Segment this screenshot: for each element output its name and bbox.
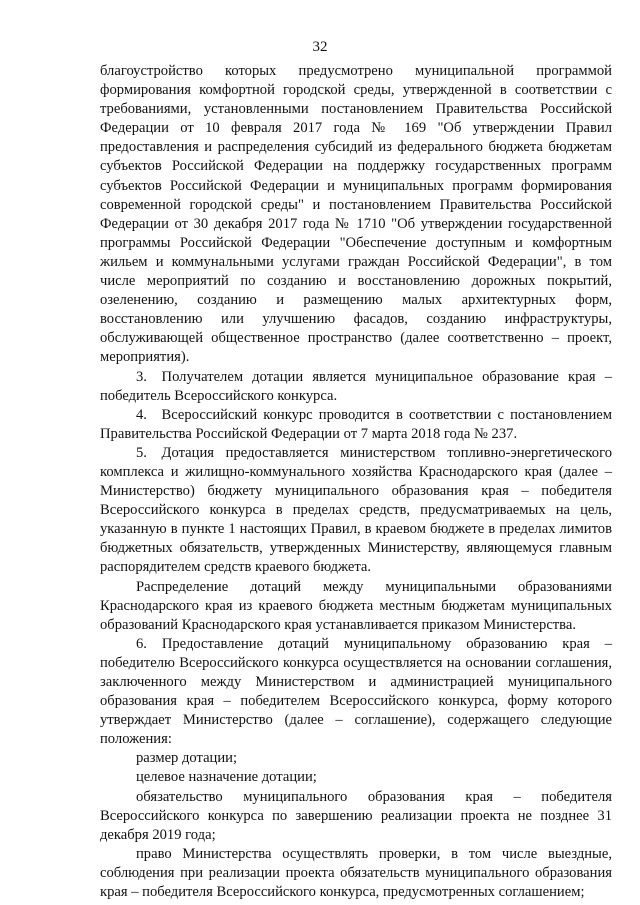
paragraph-10: право Министерства осуществлять проверки, в том числе выездные, соблюдения при реализации проекта обязательств муниципального образования края – победителя Всероссийского конкурса, предусмотренных соглашением; [100, 845, 612, 901]
paragraph-2: 3. Получателем дотации является муниципальное образование края – победитель Всероссийского конкурса. [100, 368, 612, 404]
paragraph-4: 5. Дотация предоставляется министерством топливно-энергетического комплекса и жилищно-коммунального хозяйства Краснодарского края (далее – Министерство) бюджету муниципального образования края – победителя Всероссийского конкурса в пределах средств, предусматриваемых на цель, указанную в пункте 1 настоящих Правил, в краевом бюджете в пределах лимитов бюджетных обязательств, утвержденных Министерству, являющемуся главным распорядителем средств краевого бюджета. [100, 444, 612, 576]
page-number: 32 [312, 39, 328, 55]
body-text [100, 62, 612, 902]
paragraph-1: благоустройство которых предусмотрено муниципальной программой формирования комфортной городской среды, утвержденной в соответствии с требованиями, установленными постановлением Правительства Российской Федерации от 10 февраля 2017 года № 169 "Об утверждении Правил предоставления и распределения субсидий из федерального бюджета бюджетам субъектов Российской Федерации на поддержку государственных программ субъектов Российской Федерации и муниципальных программ формирования современной городской среды" и постановлением Правительства Российской Федерации от 30 декабря 2017 года № 1710 "Об утверждении государственной программы Российской Федерации "Обеспечение доступным и комфортным жильем и коммунальными услугами граждан Российской Федерации", в том числе мероприятий по созданию и восстановлению дорожных покрытий, озеленению, созданию и размещению малых архитектурных форм, восстановлению или улучшению фасадов, созданию инфраструктуры, обслуживающей общественное пространство (далее соответственно – проект, мероприятия). [100, 63, 612, 366]
paragraph-3: 4. Всероссийский конкурс проводится в соответствии с постановлением Правительства Российской Федерации от 7 марта 2018 года № 237. [100, 406, 612, 442]
paragraph-7: размер дотации; [136, 750, 238, 767]
paragraph-8: целевое назначение дотации; [136, 769, 317, 786]
paragraph-6: 6. Предоставление дотаций муниципальному образованию края – победителю Всероссийского конкурса осуществляется на основании соглашения, заключенного между Министерством и администрацией муниципального образования края – победителем Всероссийского конкурса, форму которого утверждает Министерство (далее – соглашение), содержащего следующие положения: [100, 635, 612, 748]
paragraph-5: Распределение дотаций между муниципальными образованиями Краснодарского края из краевого бюджета местным бюджетам муниципальных образований Краснодарского края устанавливается приказом Министерства. [100, 578, 612, 633]
paragraph-9: обязательство муниципального образования края – победителя Всероссийского конкурса по завершению реализации проекта не позднее 31 декабря 2019 года; [100, 788, 612, 843]
